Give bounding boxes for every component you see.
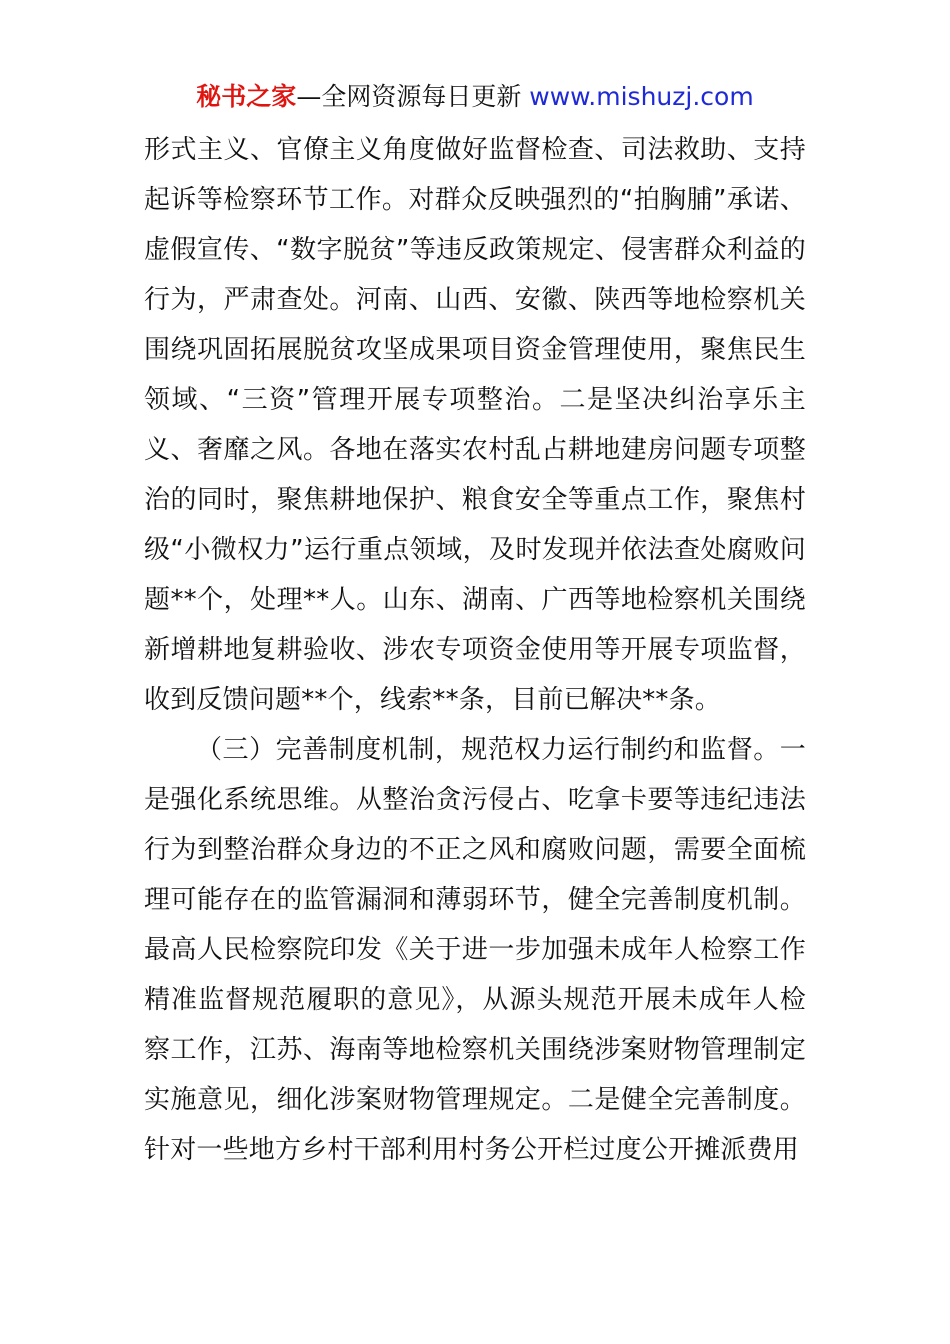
- paragraph-1: 形式主义、官僚主义角度做好监督检查、司法救助、支持起诉等检察环节工作。对群众反映强烈的“拍胸脯”承诺、虚假宣传、“数字脱贫”等违反政策规定、侵害群众利益的行为，严肃查处。河南、山西、安徽、陕西等地检察机关围绕巩固拓展脱贫攻坚成果项目资金管理使用，聚焦民生领域、“三资”管理开展专项整治。二是坚决纠治享乐主义、奢靡之风。各地在落实农村乱占耕地建房问题专项整治的同时，聚焦耕地保护、粮食安全等重点工作，聚焦村级“小微权力”运行重点领域，及时发现并依法查处腐败问题**个，处理**人。山东、湖南、广西等地检察机关围绕新增耕地复耕验收、涉农专项资金使用等开展专项监督，收到反馈问题**个，线索**条，目前已解决**条。: [144, 135, 806, 715]
- paragraph-2: （三）完善制度机制，规范权力运行制约和监督。一是强化系统思维。从整治贪污侵占、吃拿卡要等违纪违法行为到整治群众身边的不正之风和腐败问题，需要全面梳理可能存在的监管漏洞和薄弱环节，健全完善制度机制。最高人民检察院印发《关于进一步加强未成年人检察工作精准监督规范履职的意见》，从源头规范开展未成年人检察工作，江苏、海南等地检察机关围绕涉案财物管理制定实施意见，细化涉案财物管理规定。二是健全完善制度。针对一些地方乡村干部利用村务公开栏过度公开摊派费用: [144, 735, 806, 1165]
- header-brand: 秘书之家: [196, 82, 297, 111]
- header-tagline: —全网资源每日更新: [296, 82, 530, 111]
- header-url-link[interactable]: www.mishuzj.com: [529, 82, 754, 111]
- document-body: [144, 125, 806, 1175]
- page-header: [0, 80, 950, 114]
